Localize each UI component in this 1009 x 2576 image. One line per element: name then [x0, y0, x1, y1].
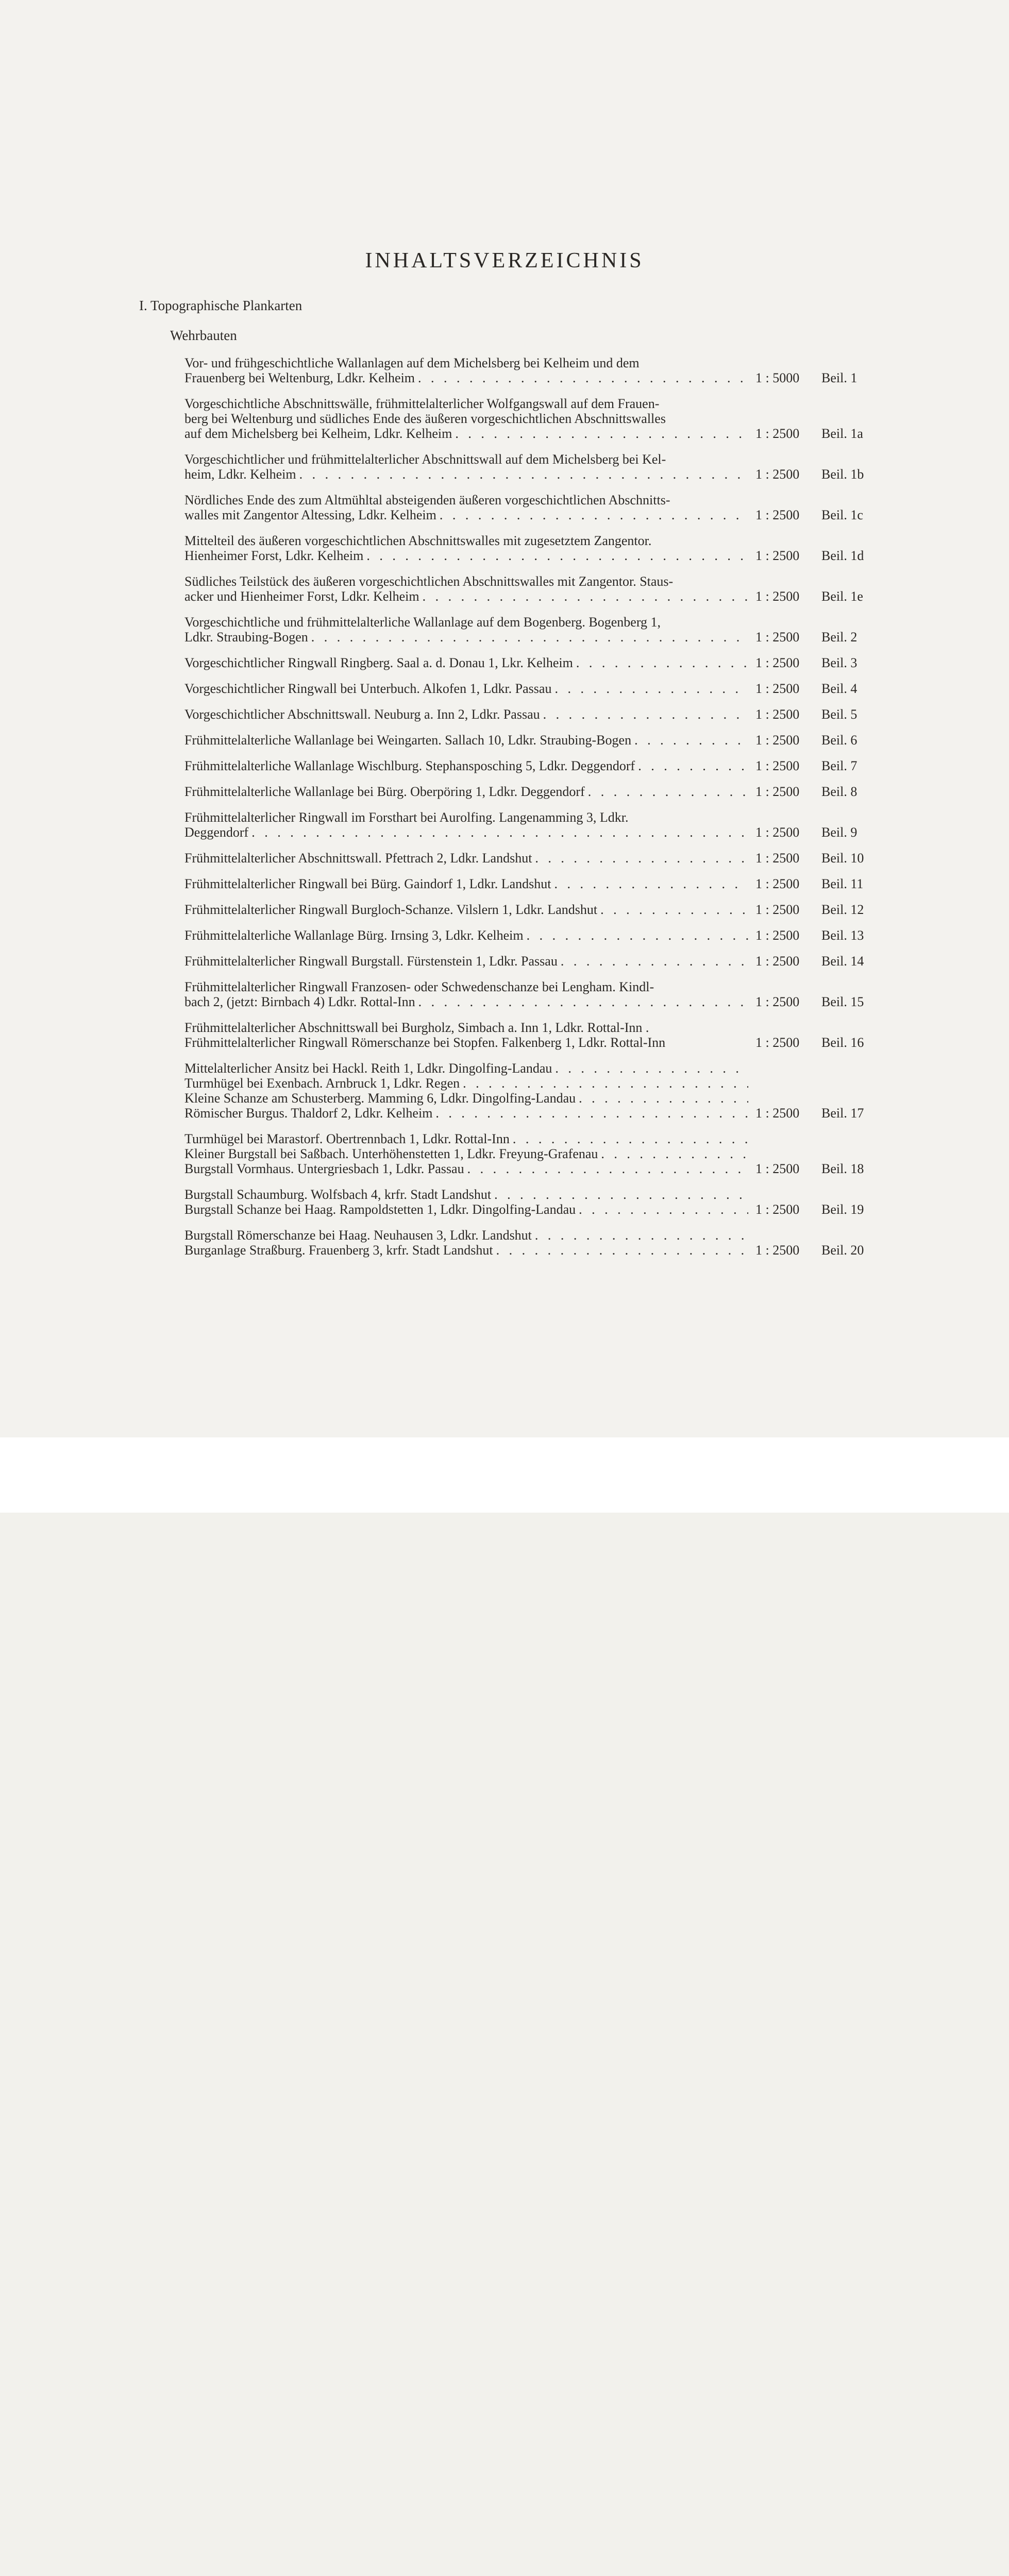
supplement-number[interactable]: Beil. 18 — [821, 1161, 864, 1176]
toc-entry-text: Ldkr. Straubing-Bogen — [184, 630, 308, 645]
toc-entry — [184, 1228, 875, 1258]
toc-entry — [184, 733, 875, 748]
toc-entry-text: Burgstall Schanze bei Haag. Rampoldstetten 1, Ldkr. Dingolfing-Landau — [184, 1202, 576, 1217]
dot-leader — [588, 784, 748, 799]
toc-entry-text: Frühmittelalterlicher Ringwall Franzosen- oder Schwedenschanze bei Lengham. Kindl- — [184, 979, 654, 994]
toc-entry-line — [184, 507, 875, 522]
dot-leader — [467, 1161, 748, 1176]
map-scale: 1 : 2500 — [755, 1243, 800, 1258]
toc-entry-text: Burgstall Schaumburg. Wolfsbach 4, krfr. Stadt Landshut — [184, 1187, 492, 1202]
toc-entry-text: walles mit Zangentor Altessing, Ldkr. Kelheim — [184, 507, 436, 522]
dot-leader — [418, 370, 748, 385]
toc-entry-line — [184, 1106, 875, 1121]
toc-entry-line — [184, 574, 875, 589]
dot-leader — [435, 1106, 748, 1121]
supplement-number[interactable]: Beil. 3 — [821, 655, 857, 670]
dot-leader — [527, 928, 748, 943]
supplement-number[interactable]: Beil. 17 — [821, 1106, 864, 1121]
toc-entry-text: Turmhügel bei Exenbach. Arnbruck 1, Ldkr. Regen — [184, 1076, 460, 1091]
map-scale: 1 : 2500 — [755, 655, 800, 670]
toc-entry-line — [184, 1076, 875, 1091]
toc-entry-line — [184, 493, 875, 507]
viewer-footer — [0, 1437, 1009, 1513]
toc-entry-line — [184, 1228, 875, 1243]
toc-entry-line — [184, 467, 875, 482]
map-scale: 1 : 2500 — [755, 589, 800, 604]
subsection-heading: Wehrbauten — [170, 328, 237, 343]
toc-entry-line — [184, 1020, 875, 1035]
dot-leader — [496, 1243, 748, 1258]
toc-entry — [184, 876, 875, 891]
supplement-number[interactable]: Beil. 16 — [821, 1035, 864, 1050]
map-scale: 1 : 2500 — [755, 1106, 800, 1121]
dot-leader — [634, 733, 748, 748]
toc-entry-text: Frühmittelalterlicher Ringwall Burgstall. Fürstenstein 1, Ldkr. Passau — [184, 954, 558, 969]
map-scale: 1 : 2500 — [755, 902, 800, 917]
map-scale: 1 : 5000 — [755, 370, 800, 385]
toc-entry-line — [184, 902, 875, 917]
map-scale: 1 : 2500 — [755, 507, 800, 522]
toc-entry-text: Vorgeschichtlicher Ringwall Ringberg. Saal a. d. Donau 1, Lkr. Kelheim — [184, 655, 573, 670]
toc-entry-line — [184, 876, 875, 891]
toc-entry-line — [184, 355, 875, 370]
dot-leader — [554, 876, 749, 891]
toc-entry-text: Mittelteil des äußeren vorgeschichtlichen Abschnittswalles mit zugesetztem Zangentor. — [184, 533, 652, 548]
toc-entry-text: Vorgeschichtlicher und frühmittelalterlicher Abschnittswall auf dem Michelsberg bei Kel- — [184, 452, 666, 467]
supplement-number[interactable]: Beil. 12 — [821, 902, 864, 917]
map-scale: 1 : 2500 — [755, 426, 800, 441]
dot-leader — [513, 1131, 748, 1146]
dot-leader — [494, 1187, 748, 1202]
toc-entry-line — [184, 810, 875, 825]
toc-entry-text: Römischer Burgus. Thaldorf 2, Ldkr. Kelheim — [184, 1106, 433, 1121]
map-scale: 1 : 2500 — [755, 630, 800, 645]
toc-entry-text: Burgstall Römerschanze bei Haag. Neuhausen 3, Ldkr. Landshut — [184, 1228, 532, 1243]
dot-leader — [579, 1202, 748, 1217]
supplement-number[interactable]: Beil. 11 — [821, 876, 864, 891]
toc-entry-line — [184, 630, 875, 645]
dot-leader — [600, 902, 748, 917]
dot-leader — [366, 548, 748, 563]
toc-entry — [184, 784, 875, 799]
toc-entry — [184, 851, 875, 866]
dot-leader — [251, 825, 748, 840]
toc-entry-text: Vor- und frühgeschichtliche Wallanlagen auf dem Michelsberg bei Kelheim und dem — [184, 355, 640, 370]
map-scale: 1 : 2500 — [755, 707, 800, 722]
toc-entry-text: Frühmittelalterlicher Abschnittswall. Pfettrach 2, Ldkr. Landshut — [184, 851, 532, 866]
toc-entry-line — [184, 589, 875, 604]
toc-entry-text: acker und Hienheimer Forst, Ldkr. Kelheim — [184, 589, 419, 604]
map-scale: 1 : 2500 — [755, 467, 800, 482]
toc-entry-line — [184, 954, 875, 969]
toc-entry-text: Südliches Teilstück des äußeren vorgeschichtlichen Abschnittswalles mit Zangentor. Staus- — [184, 574, 674, 589]
map-scale: 1 : 2500 — [755, 994, 800, 1009]
toc-entry-line — [184, 784, 875, 799]
supplement-number[interactable]: Beil. 5 — [821, 707, 857, 722]
toc-entry — [184, 615, 875, 645]
toc-entry-text: Frühmittelalterlicher Ringwall bei Bürg. Gaindorf 1, Ldkr. Landshut — [184, 876, 551, 891]
map-scale: 1 : 2500 — [755, 758, 800, 773]
toc-entry-line — [184, 533, 875, 548]
toc-entry-text: Frühmittelalterliche Wallanlage bei Bürg. Oberpöring 1, Ldkr. Deggendorf — [184, 784, 585, 799]
toc-entry-text: Vorgeschichtliche Abschnittswälle, frühmittelalterlicher Wolfgangswall auf dem Frauen- — [184, 396, 660, 411]
toc-entry-text: Kleiner Burgstall bei Saßbach. Unterhöhenstetten 1, Ldkr. Freyung-Grafenau — [184, 1146, 598, 1161]
toc-entry-text: auf dem Michelsberg bei Kelheim, Ldkr. Kelheim — [184, 426, 452, 441]
toc-entry-line — [184, 928, 875, 943]
toc-entry-text: Vorgeschichtlicher Abschnittswall. Neuburg a. Inn 2, Ldkr. Passau — [184, 707, 540, 722]
toc-entry-text: Frühmittelalterlicher Ringwall Römerschanze bei Stopfen. Falkenberg 1, Ldkr. Rottal-Inn — [184, 1035, 666, 1050]
toc-entry — [184, 355, 875, 385]
toc-entry-line — [184, 733, 875, 748]
toc-entry-line — [184, 615, 875, 630]
toc-entry — [184, 655, 875, 670]
dot-leader — [423, 589, 748, 604]
toc-entry-text: Mittelalterlicher Ansitz bei Hackl. Reith 1, Ldkr. Dingolfing-Landau — [184, 1061, 552, 1076]
supplement-number[interactable]: Beil. 13 — [821, 928, 864, 943]
supplement-number[interactable]: Beil. 8 — [821, 784, 857, 799]
toc-entry — [184, 902, 875, 917]
toc-entry — [184, 681, 875, 696]
toc-entry-text: Nördliches Ende des zum Altmühltal absteigenden äußeren vorgeschichtlichen Abschnitts- — [184, 493, 670, 507]
toc-entry-text: Frühmittelalterlicher Ringwall im Forsthart bei Aurolfing. Langenamming 3, Ldkr. — [184, 810, 629, 825]
toc-entry-text: Burgstall Vormhaus. Untergriesbach 1, Ldkr. Passau — [184, 1161, 464, 1176]
toc-entry-line — [184, 396, 875, 411]
dot-leader — [579, 1091, 748, 1106]
page-title: INHALTSVERZEICHNIS — [365, 249, 644, 273]
toc-entry-text: Deggendorf — [184, 825, 249, 840]
toc-entry-text: heim, Ldkr. Kelheim — [184, 467, 296, 482]
map-scale: 1 : 2500 — [755, 1202, 800, 1217]
map-scale: 1 : 2500 — [755, 1035, 800, 1050]
dot-leader — [601, 1146, 748, 1161]
toc-entry-text: Kleine Schanze am Schusterberg. Mamming 6, Ldkr. Dingolfing-Landau — [184, 1091, 576, 1106]
map-scale: 1 : 2500 — [755, 825, 800, 840]
toc-entry-text: Vorgeschichtliche und frühmittelalterliche Wallanlage auf dem Bogenberg. Bogenberg 1, — [184, 615, 661, 630]
toc-entry-line — [184, 452, 875, 467]
dot-leader — [463, 1076, 748, 1091]
dot-leader — [311, 630, 748, 645]
map-scale: 1 : 2500 — [755, 928, 800, 943]
supplement-number[interactable]: Beil. 20 — [821, 1243, 864, 1258]
toc-entry — [184, 954, 875, 969]
toc-entry-line — [184, 1091, 875, 1106]
toc-entry-line — [184, 681, 875, 696]
toc-entry — [184, 574, 875, 604]
toc-entry-text: Frühmittelalterlicher Ringwall Burgloch-Schanze. Vilslern 1, Ldkr. Landshut — [184, 902, 598, 917]
supplement-number[interactable]: Beil. 6 — [821, 733, 857, 748]
toc-entry-line — [184, 548, 875, 563]
toc-entry-line — [184, 411, 875, 426]
toc-entry-line — [184, 707, 875, 722]
toc-entry — [184, 707, 875, 722]
map-scale: 1 : 2500 — [755, 548, 800, 563]
dot-leader — [440, 507, 748, 522]
dot-leader — [543, 707, 748, 722]
toc-entry-line — [184, 370, 875, 385]
map-scale: 1 : 2500 — [755, 876, 800, 891]
toc-entry-text: Frühmittelalterliche Wallanlage Wischlburg. Stephansposching 5, Ldkr. Deggendorf — [184, 758, 635, 773]
toc-entry-line — [184, 994, 875, 1009]
toc-entry — [184, 493, 875, 522]
toc-entry — [184, 396, 875, 441]
dot-leader — [576, 655, 748, 670]
toc-entry — [184, 1187, 875, 1217]
toc-entry — [184, 1131, 875, 1176]
supplement-number[interactable]: Beil. 1 — [821, 370, 857, 385]
toc-entry-line — [184, 1146, 875, 1161]
toc-entry-line — [184, 1202, 875, 1217]
supplement-number[interactable]: Beil. 14 — [821, 954, 864, 969]
toc-entry-line — [184, 1061, 875, 1076]
map-scale: 1 : 2500 — [755, 954, 800, 969]
map-scale: 1 : 2500 — [755, 681, 800, 696]
toc-entries — [184, 355, 875, 1268]
map-scale: 1 : 2500 — [755, 1161, 800, 1176]
toc-entry-line — [184, 979, 875, 994]
dot-leader — [555, 1061, 748, 1076]
supplement-number[interactable]: Beil. 19 — [821, 1202, 864, 1217]
dot-leader — [638, 758, 748, 773]
supplement-number[interactable]: Beil. 1c — [821, 507, 863, 522]
toc-entry-text: Burganlage Straßburg. Frauenberg 3, krfr. Stadt Landshut — [184, 1243, 493, 1258]
toc-entry-line — [184, 1131, 875, 1146]
toc-entry — [184, 1020, 875, 1050]
supplement-number[interactable]: Beil. 1b — [821, 467, 864, 482]
toc-entry — [184, 533, 875, 563]
toc-entry-line — [184, 1161, 875, 1176]
supplement-number[interactable]: Beil. 9 — [821, 825, 857, 840]
toc-entry-line — [184, 1187, 875, 1202]
supplement-number[interactable]: Beil. 1d — [821, 548, 864, 563]
map-scale: 1 : 2500 — [755, 784, 800, 799]
section-heading: I. Topographische Plankarten — [139, 298, 302, 313]
toc-entry-line — [184, 1243, 875, 1258]
supplement-number[interactable]: Beil. 7 — [821, 758, 857, 773]
dot-leader — [535, 851, 748, 866]
toc-entry — [184, 928, 875, 943]
map-scale: 1 : 2500 — [755, 733, 800, 748]
toc-entry — [184, 1061, 875, 1121]
supplement-number[interactable]: Beil. 10 — [821, 851, 864, 866]
toc-entry-line — [184, 851, 875, 866]
supplement-number[interactable]: Beil. 2 — [821, 630, 857, 645]
toc-entry-text: Frühmittelalterliche Wallanlage bei Weingarten. Sallach 10, Ldkr. Straubing-Bogen — [184, 733, 632, 748]
dot-leader — [299, 467, 748, 482]
toc-entry-text: Turmhügel bei Marastorf. Obertrennbach 1, Ldkr. Rottal-Inn — [184, 1131, 510, 1146]
supplement-number[interactable]: Beil. 1a — [821, 426, 863, 441]
dot-leader — [418, 994, 748, 1009]
toc-entry-text: Frühmittelalterliche Wallanlage Bürg. Irnsing 3, Ldkr. Kelheim — [184, 928, 524, 943]
toc-entry-line — [184, 758, 875, 773]
toc-entry — [184, 758, 875, 773]
toc-entry-line — [184, 1035, 875, 1050]
dot-leader — [561, 954, 748, 969]
supplement-number[interactable]: Beil. 15 — [821, 994, 864, 1009]
toc-entry — [184, 810, 875, 840]
toc-entry-text: Frühmittelalterlicher Abschnittswall bei Burgholz, Simbach a. Inn 1, Ldkr. Rottal-Inn . — [184, 1020, 649, 1035]
toc-entry — [184, 452, 875, 482]
toc-entry-text: Vorgeschichtlicher Ringwall bei Unterbuch. Alkofen 1, Ldkr. Passau — [184, 681, 552, 696]
toc-entry-line — [184, 426, 875, 441]
toc-entry-line — [184, 825, 875, 840]
dot-leader — [535, 1228, 748, 1243]
toc-entry-text: Frauenberg bei Weltenburg, Ldkr. Kelheim — [184, 370, 415, 385]
supplement-number[interactable]: Beil. 1e — [821, 589, 863, 604]
toc-entry-text: berg bei Weltenburg und südliches Ende des äußeren vorgeschichtlichen Abschnittswalles — [184, 411, 666, 426]
map-scale: 1 : 2500 — [755, 851, 800, 866]
dot-leader — [554, 681, 748, 696]
toc-entry-text: Hienheimer Forst, Ldkr. Kelheim — [184, 548, 364, 563]
dot-leader — [455, 426, 748, 441]
toc-entry-text: bach 2, (jetzt: Birnbach 4) Ldkr. Rottal-Inn — [184, 994, 415, 1009]
toc-entry — [184, 979, 875, 1009]
toc-entry-line — [184, 655, 875, 670]
supplement-number[interactable]: Beil. 4 — [821, 681, 857, 696]
